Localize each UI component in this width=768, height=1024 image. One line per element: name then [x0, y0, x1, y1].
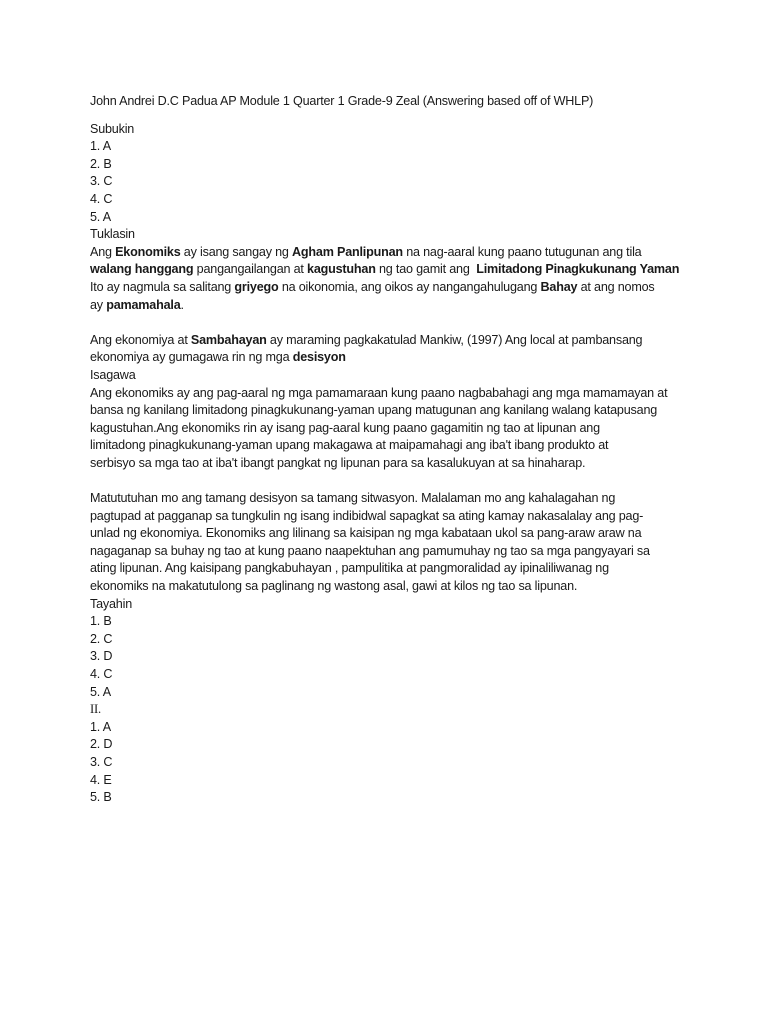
- isagawa-paragraph-2: [90, 490, 708, 596]
- section-heading-subukin: Subukin: [90, 121, 135, 136]
- section-heading-tuklasin: Tuklasin: [90, 227, 135, 242]
- bold-term: pamamahala: [106, 297, 181, 312]
- list-item: 4. C: [90, 191, 113, 206]
- list-item: 2. D: [90, 737, 113, 752]
- text-run: .: [180, 297, 184, 312]
- paragraph-line: serbisyo sa mga tao at iba't ibangt pangkat ng lipunan para sa kasalukuyan at sa hinaharap.: [90, 455, 586, 470]
- tayahin-part-2-answer-list: [90, 719, 708, 807]
- section-heading-isagawa: Isagawa: [90, 367, 136, 382]
- text-run: pangangailangan at: [193, 262, 308, 277]
- list-item: 1. A: [90, 139, 111, 154]
- list-item: 5. B: [90, 790, 112, 805]
- list-item: 2. C: [90, 631, 113, 646]
- subukin-answer-list: [90, 138, 708, 226]
- bold-term: kagustuhan: [307, 262, 376, 277]
- bold-term: desisyon: [292, 350, 346, 365]
- text-run: ay: [90, 297, 107, 312]
- text-run: ay maraming pagkakatulad Mankiw, (1997) Ang local at pambansang: [266, 332, 643, 347]
- bold-term: griyego: [234, 279, 279, 294]
- paragraph-spacer: [90, 472, 708, 490]
- paragraph-line: limitadong pinagkukunang-yaman upang makagawa at maipamahagi ang iba't ibang produkto at: [90, 438, 609, 453]
- paragraph-line: pagtupad at pagganap sa tungkulin ng isang indibidwal sapagkat sa ating kamay nakasalalay ang pag-: [90, 508, 644, 523]
- text-run: Ito ay nagmula sa salitang: [90, 279, 235, 294]
- paragraph-line: [90, 332, 708, 350]
- text-run: na nag-aaral kung paano tutugunan ang tila: [402, 244, 642, 259]
- list-item: 2. B: [90, 156, 112, 171]
- tuklasin-paragraph-1: [90, 244, 708, 314]
- tuklasin-paragraph-2: [90, 332, 708, 367]
- paragraph-line: [90, 261, 708, 279]
- paragraph-line: kagustuhan.Ang ekonomiks rin ay isang pag-aaral kung paano gagamitin ng tao at lipunan ang: [90, 420, 600, 435]
- list-item: 1. A: [90, 719, 111, 734]
- bold-term: Sambahayan: [190, 332, 267, 347]
- text-run: at ang nomos: [577, 279, 655, 294]
- paragraph-line: [90, 297, 708, 315]
- list-item: 3. D: [90, 649, 113, 664]
- paragraph-line: unlad ng ekonomiya. Ekonomiks ang lilinang sa kaisipan ng mga kabataan ukol sa pang-araw araw na: [90, 526, 642, 541]
- bold-term: Bahay: [540, 279, 578, 294]
- list-item: 4. E: [90, 772, 112, 787]
- paragraph-line: ating lipunan. Ang kaisipang pangkabuhayan , pampulitika at pangmoralidad ay ipinaliliwanag ng: [90, 561, 609, 576]
- text-run: ng tao gamit ang: [375, 262, 477, 277]
- paragraph-line: [90, 244, 708, 262]
- text-run: ay isang sangay ng: [180, 244, 293, 259]
- tayahin-answer-list: [90, 613, 708, 701]
- list-item: 3. C: [90, 754, 113, 769]
- part-2-label: II.: [90, 702, 101, 717]
- list-item: 5. A: [90, 684, 111, 699]
- document-header: John Andrei D.C Padua AP Module 1 Quarter 1 Grade-9 Zeal (Answering based off of WHLP): [90, 94, 594, 108]
- text-run: Ang ekonomiya at: [90, 332, 191, 347]
- paragraph-spacer: [90, 314, 708, 332]
- text-run: ekonomiya ay gumagawa rin ng mga: [90, 350, 293, 365]
- bold-term: walang hanggang: [90, 262, 194, 277]
- paragraph-line: bansa ng kanilang limitadong pinagkukunang-yaman upang matugunan ang kanilang walang katapusang: [90, 403, 658, 418]
- paragraph-line: Matututuhan mo ang tamang desisyon sa tamang sitwasyon. Malalaman mo ang kahalagahan ng: [90, 491, 616, 506]
- list-item: 4. C: [90, 667, 113, 681]
- paragraph-line: nagaganap sa buhay ng tao at kung paano naapektuhan ang pamumuhay ng tao sa mga pangyayari sa: [90, 543, 650, 558]
- paragraph-line: [90, 279, 708, 297]
- text-run: na oikonomia, ang oikos ay nangangahulugang: [278, 279, 541, 294]
- text-run: Ang: [90, 244, 116, 259]
- paragraph-line: ekonomiks na makatutulong sa paglinang ng wastong asal, gawi at kilos ng tao sa lipunan.: [90, 579, 578, 594]
- paragraph-line: [90, 349, 708, 367]
- paragraph-line: Ang ekonomiks ay ang pag-aaral ng mga pamamaraan kung paano nagbabahagi ang mga mamamayan at: [90, 385, 668, 400]
- isagawa-paragraph-1: [90, 385, 708, 473]
- section-heading-tayahin: Tayahin: [90, 596, 133, 611]
- list-item: 1. B: [90, 614, 112, 629]
- list-item: 5. A: [90, 209, 111, 224]
- bold-term: Ekonomiks: [115, 244, 181, 259]
- list-item: 3. C: [90, 174, 113, 189]
- bold-term: Agham Panlipunan: [292, 244, 403, 259]
- bold-term: Limitadong Pinagkukunang Yaman: [476, 262, 680, 277]
